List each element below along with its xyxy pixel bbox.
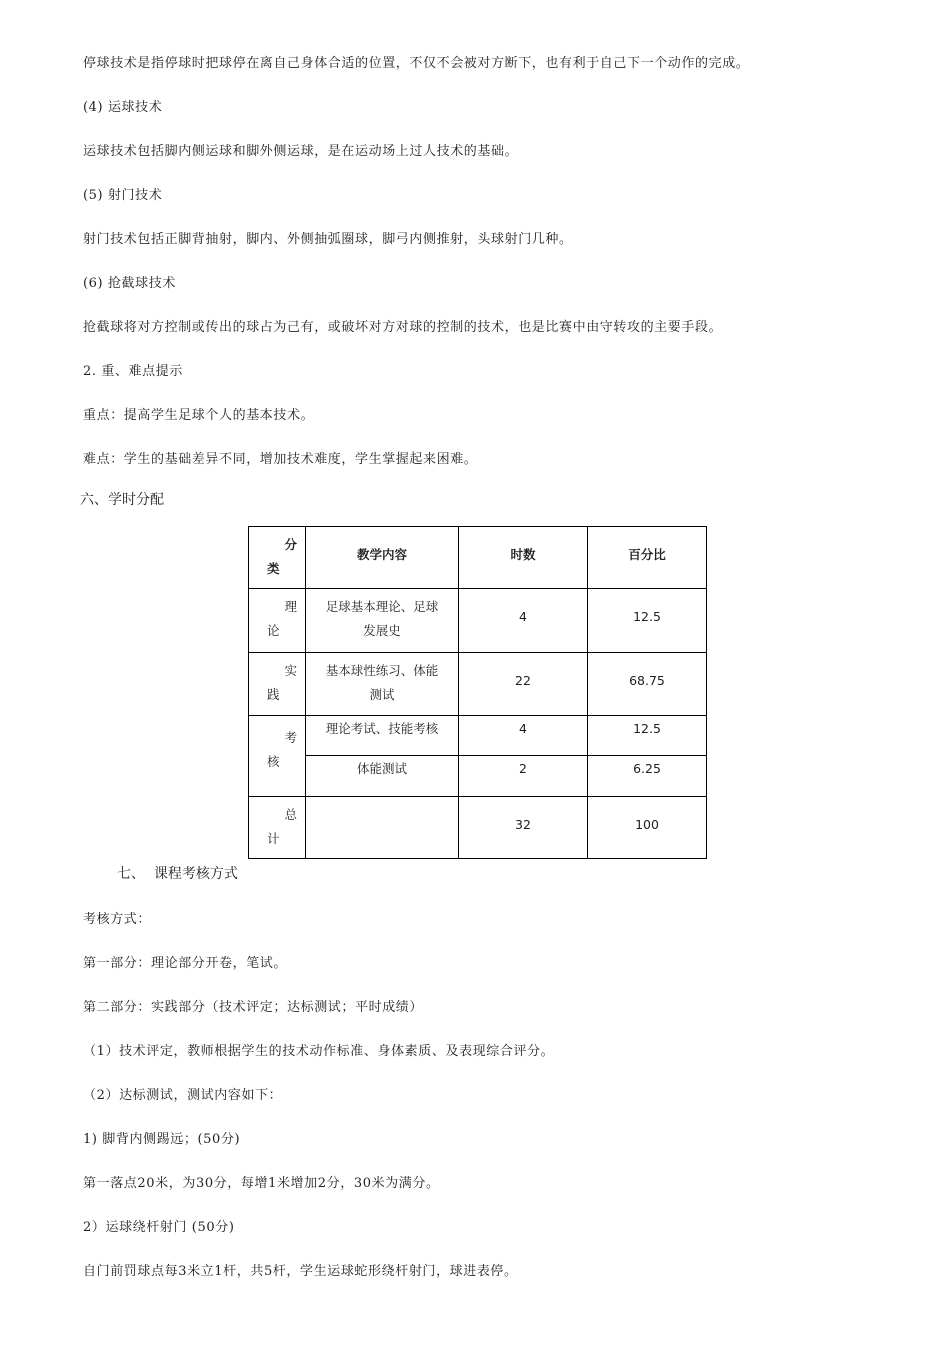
category-cell: 理 论 (249, 589, 306, 653)
paragraph: 运球技术包括脚内侧运球和脚外侧运球，是在运动场上过人技术的基础。 (83, 144, 519, 159)
percent-cell: 100 (588, 797, 707, 859)
subheading: (6) 抢截球技术 (83, 276, 176, 291)
subheading: 2. 重、难点提示 (83, 364, 183, 379)
paragraph: 1) 脚背内侧踢远；(50分) (83, 1132, 241, 1147)
percent-cell: 6.25 (588, 756, 707, 797)
header-content: 教学内容 (306, 527, 459, 589)
table-row-total (249, 797, 707, 859)
content-cell: 基本球性练习、体能 测试 (306, 653, 459, 716)
paragraph: 第一落点20米，为30分，每增1米增加2分，30米为满分。 (83, 1176, 440, 1191)
hours-cell: 22 (459, 653, 588, 716)
section-title: 七、 课程考核方式 (117, 866, 238, 882)
section-title: 六、学时分配 (80, 492, 164, 508)
content-cell: 足球基本理论、足球 发展史 (306, 589, 459, 653)
header-hours: 时数 (459, 527, 588, 589)
paragraph: 射门技术包括正脚背抽射，脚内、外侧抽弧圈球，脚弓内侧推射，头球射门几种。 (83, 232, 573, 247)
subheading: (5) 射门技术 (83, 188, 163, 203)
percent-cell: 68.75 (588, 653, 707, 716)
hours-cell: 32 (459, 797, 588, 859)
hours-cell: 4 (459, 589, 588, 653)
table-header-row (249, 527, 707, 589)
content-cell: 理论考试、技能考核 (306, 716, 459, 756)
paragraph: 难点：学生的基础差异不同，增加技术难度，学生掌握起来困难。 (83, 452, 478, 467)
paragraph: 抢截球将对方控制或传出的球占为己有，或破坏对方对球的控制的技术，也是比赛中由守转攻的主要手段。 (83, 320, 723, 335)
header-category: 分 类 (249, 527, 306, 589)
content-cell (306, 797, 459, 859)
hours-allocation-table (248, 526, 707, 859)
paragraph: （1）技术评定，教师根据学生的技术动作标准、身体素质、及表现综合评分。 (83, 1044, 555, 1059)
paragraph: 第一部分：理论部分开卷，笔试。 (83, 956, 288, 971)
paragraph: （2）达标测试，测试内容如下： (83, 1088, 283, 1103)
paragraph: 重点：提高学生足球个人的基本技术。 (83, 408, 315, 423)
hours-cell: 2 (459, 756, 588, 797)
category-cell: 总 计 (249, 797, 306, 859)
subheading: (4) 运球技术 (83, 100, 163, 115)
table-row (249, 589, 707, 653)
percent-cell: 12.5 (588, 589, 707, 653)
table-row (249, 653, 707, 716)
paragraph: 自门前罚球点每3米立1杆，共5杆，学生运球蛇形绕杆射门，球进表停。 (83, 1264, 518, 1279)
header-percent: 百分比 (588, 527, 707, 589)
table-row (249, 756, 707, 797)
paragraph: 停球技术是指停球时把球停在离自己身体合适的位置，不仅不会被对方断下，也有利于自己下一个动作的完成。 (83, 56, 750, 71)
paragraph: 考核方式： (83, 912, 152, 927)
category-cell: 考 核 (249, 716, 306, 797)
paragraph: 第二部分：实践部分（技术评定；达标测试；平时成绩） (83, 1000, 424, 1015)
content-cell: 体能测试 (306, 756, 459, 797)
category-cell: 实 践 (249, 653, 306, 716)
paragraph: 2）运球绕杆射门 (50分) (83, 1220, 235, 1235)
table-row (249, 716, 707, 756)
percent-cell: 12.5 (588, 716, 707, 756)
hours-cell: 4 (459, 716, 588, 756)
